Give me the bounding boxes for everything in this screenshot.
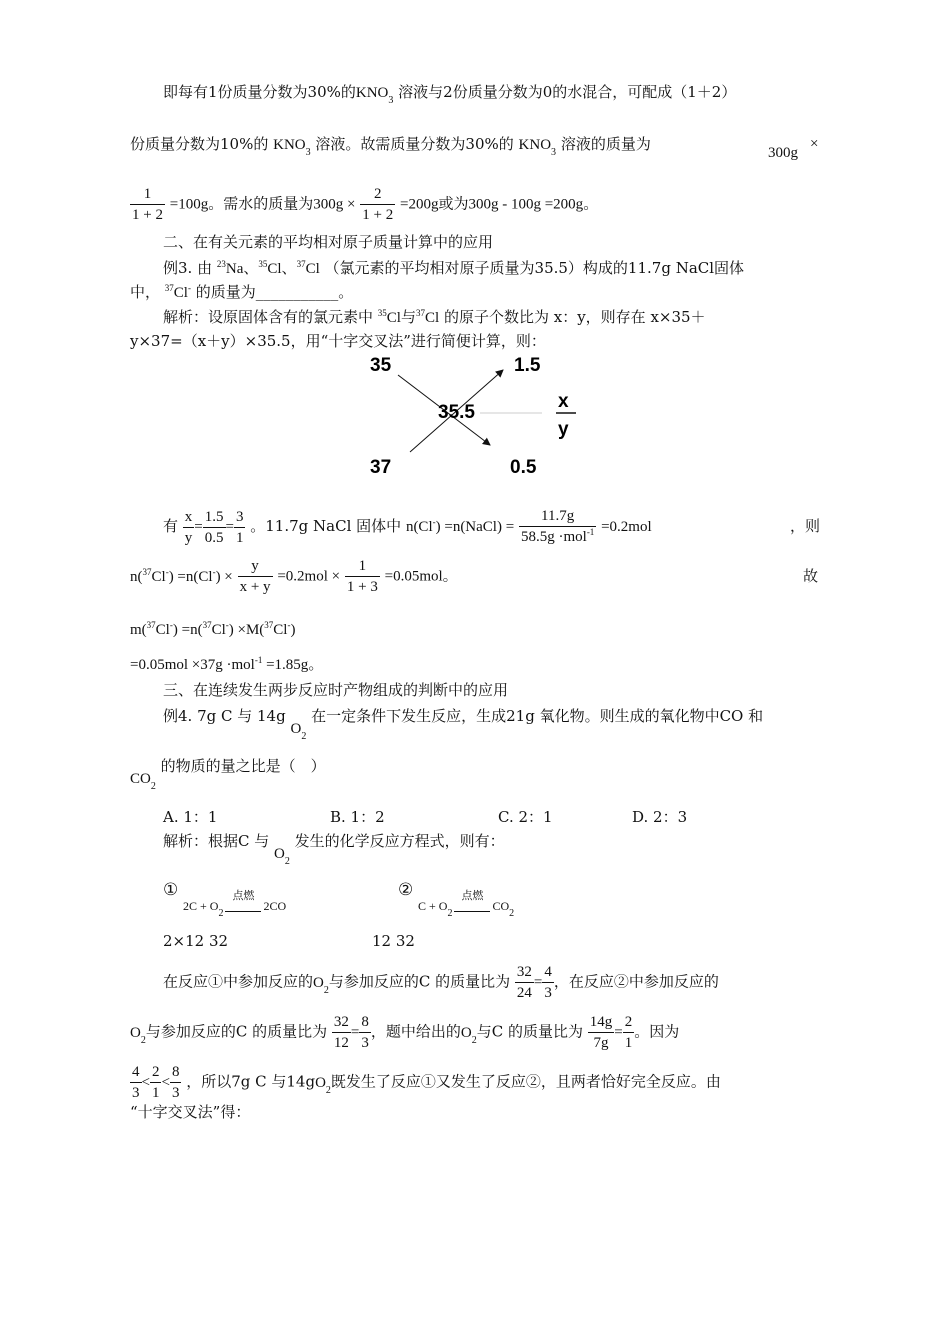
reaction-2-equation: $C + O_2$ 点燃 $CO_2$ (418, 889, 515, 919)
ratio-y: y (558, 419, 569, 440)
kno3-formula: $KNO_3$ (273, 137, 311, 158)
solution-4-line1: 解析：根据C 与 $O_2$ 发生的化学反应方程式，则有： (163, 832, 505, 867)
example-3-line1: 例3. 由 $^{23}$Na、$^{35}$Cl、$^{37}$Cl （氯元素的平均相对原子质量为35.5）构成的11.7g NaCl固体 (163, 259, 745, 277)
reaction-2-mass: 12 32 (372, 932, 415, 950)
fraction-1-over-3: $\frac{1}{1 + 2}$ (132, 186, 163, 223)
p1-line2: 份质量分数为10%的 $KNO_3$ 溶液。故需质量分数为30%的 $KNO_3$ 溶液的质量为 (130, 135, 651, 158)
value-left-top: 35 (370, 355, 392, 376)
therefore-text: 故 (803, 567, 819, 585)
analysis-line2: $O_2$与参加反应的C 的质量比为 $\frac{32}{12}$ = $\frac{8}{3}$ ，题中给出的$O_2$与C 的质量比为 $\frac{14g}{7g}$ = $\frac{2}{1}$ 。因为 (130, 1014, 680, 1051)
option-c[interactable]: C. 2：1 (498, 808, 553, 826)
reaction-1-mass: 2×12 32 (163, 932, 229, 950)
kno3-formula: $KNO_3$ (518, 137, 557, 158)
result-1-85g: =0.05mol ×37g ·mol$^{-1}$ =1.85g。 (130, 655, 324, 673)
ratio-line: 有 $\frac{x}{y}$ = $\frac{1.5}{0.5}$ = $\frac{3}{1}$ 。11.7g NaCl 固体中 n(Cl-) =n(NaCl) = $\frac{11.7g}{58.5g \cdot mol^{-1}}$ =0.2mol (163, 508, 652, 546)
kno3-formula: $KNO_3$ (355, 85, 394, 106)
section-2-heading: 二、在有关元素的平均相对原子质量计算中的应用 (163, 233, 494, 251)
fraction-2-over-3: $\frac{2}{1 + 2}$ (362, 186, 394, 223)
value-left-bottom: 37 (370, 457, 392, 478)
option-b[interactable]: B. 1：2 (330, 808, 385, 826)
times-sign: × (810, 136, 819, 152)
cross-method-diagram (360, 355, 590, 480)
example-4-line2: $CO_2$ 的物质的量之比是（ ） (130, 757, 326, 792)
analysis-line1: 在反应①中参加反应的$O_2$与参加反应的C 的质量比为 $\frac{32}{24}$ = $\frac{4}{3}$ ，在反应②中参加反应的 (163, 964, 719, 1001)
option-a[interactable]: A. 1：1 (163, 808, 218, 826)
m37cl-line: m($^{37}$Cl-) =n($^{37}$Cl-) ×M($^{37}$Cl-) (130, 620, 296, 638)
mass-300g: 300g (768, 145, 798, 161)
value-right-bottom: 0.5 (510, 457, 537, 478)
section-3-heading: 三、在连续发生两步反应时产物组成的判断中的应用 (163, 681, 509, 699)
option-d[interactable]: D. 2：3 (632, 808, 688, 826)
then-text: ，则 (790, 517, 821, 535)
final-line: “十字交叉法”得： (130, 1103, 251, 1121)
ratio-x: x (558, 391, 569, 412)
solution-3-line1: 解析：设原固体含有的氯元素中 $^{35}$Cl与$^{37}$Cl 的原子个数比为 x：y，则存在 x×35＋ (163, 308, 706, 326)
example-4-line1: 例4. 7g C 与 14g $O_2$ 在一定条件下发生反应，生成21g 氧化物。则生成的氧化物中CO 和 (163, 707, 764, 742)
value-center: 35.5 (438, 402, 475, 423)
reaction-1-label: ① (163, 880, 179, 900)
solution-3-line2: y×37=（x＋y）×35.5，用“十字交叉法”进行简便计算，则： (130, 332, 546, 350)
example-3-line2: 中， $^{37}$Cl- 的质量为___________。 (130, 283, 354, 301)
value-right-top: 1.5 (514, 355, 541, 376)
p1-line1: 即每有1份质量分数为30%的$KNO_3$ 溶液与2份质量分数为0的水混合，可配成（1＋2） (163, 83, 737, 106)
n37cl-line: n($^{37}$Cl-) =n(Cl-) × $\frac{y}{x + y}$ =0.2mol × $\frac{1}{1 + 3}$ =0.05mol。 (130, 558, 458, 595)
reaction-1-equation: $2C + O_2$ 点燃 2CO (183, 889, 287, 919)
reaction-2-label: ② (398, 880, 414, 900)
answer-blank: ___________ (255, 283, 339, 301)
analysis-line3: $\frac{4}{3}$ < $\frac{2}{1}$ < $\frac{8}{3}$ ，所以7g C 与$14gO_2$既发生了反应①又发生了反应②，且两者恰好完全反应。由 (132, 1064, 721, 1101)
p1-line3: $\frac{1}{1 + 2}$ =100g。需水的质量为300g × $\frac{2}{1 + 2}$ =200g或为300g - 100g =200g。 (132, 186, 599, 223)
